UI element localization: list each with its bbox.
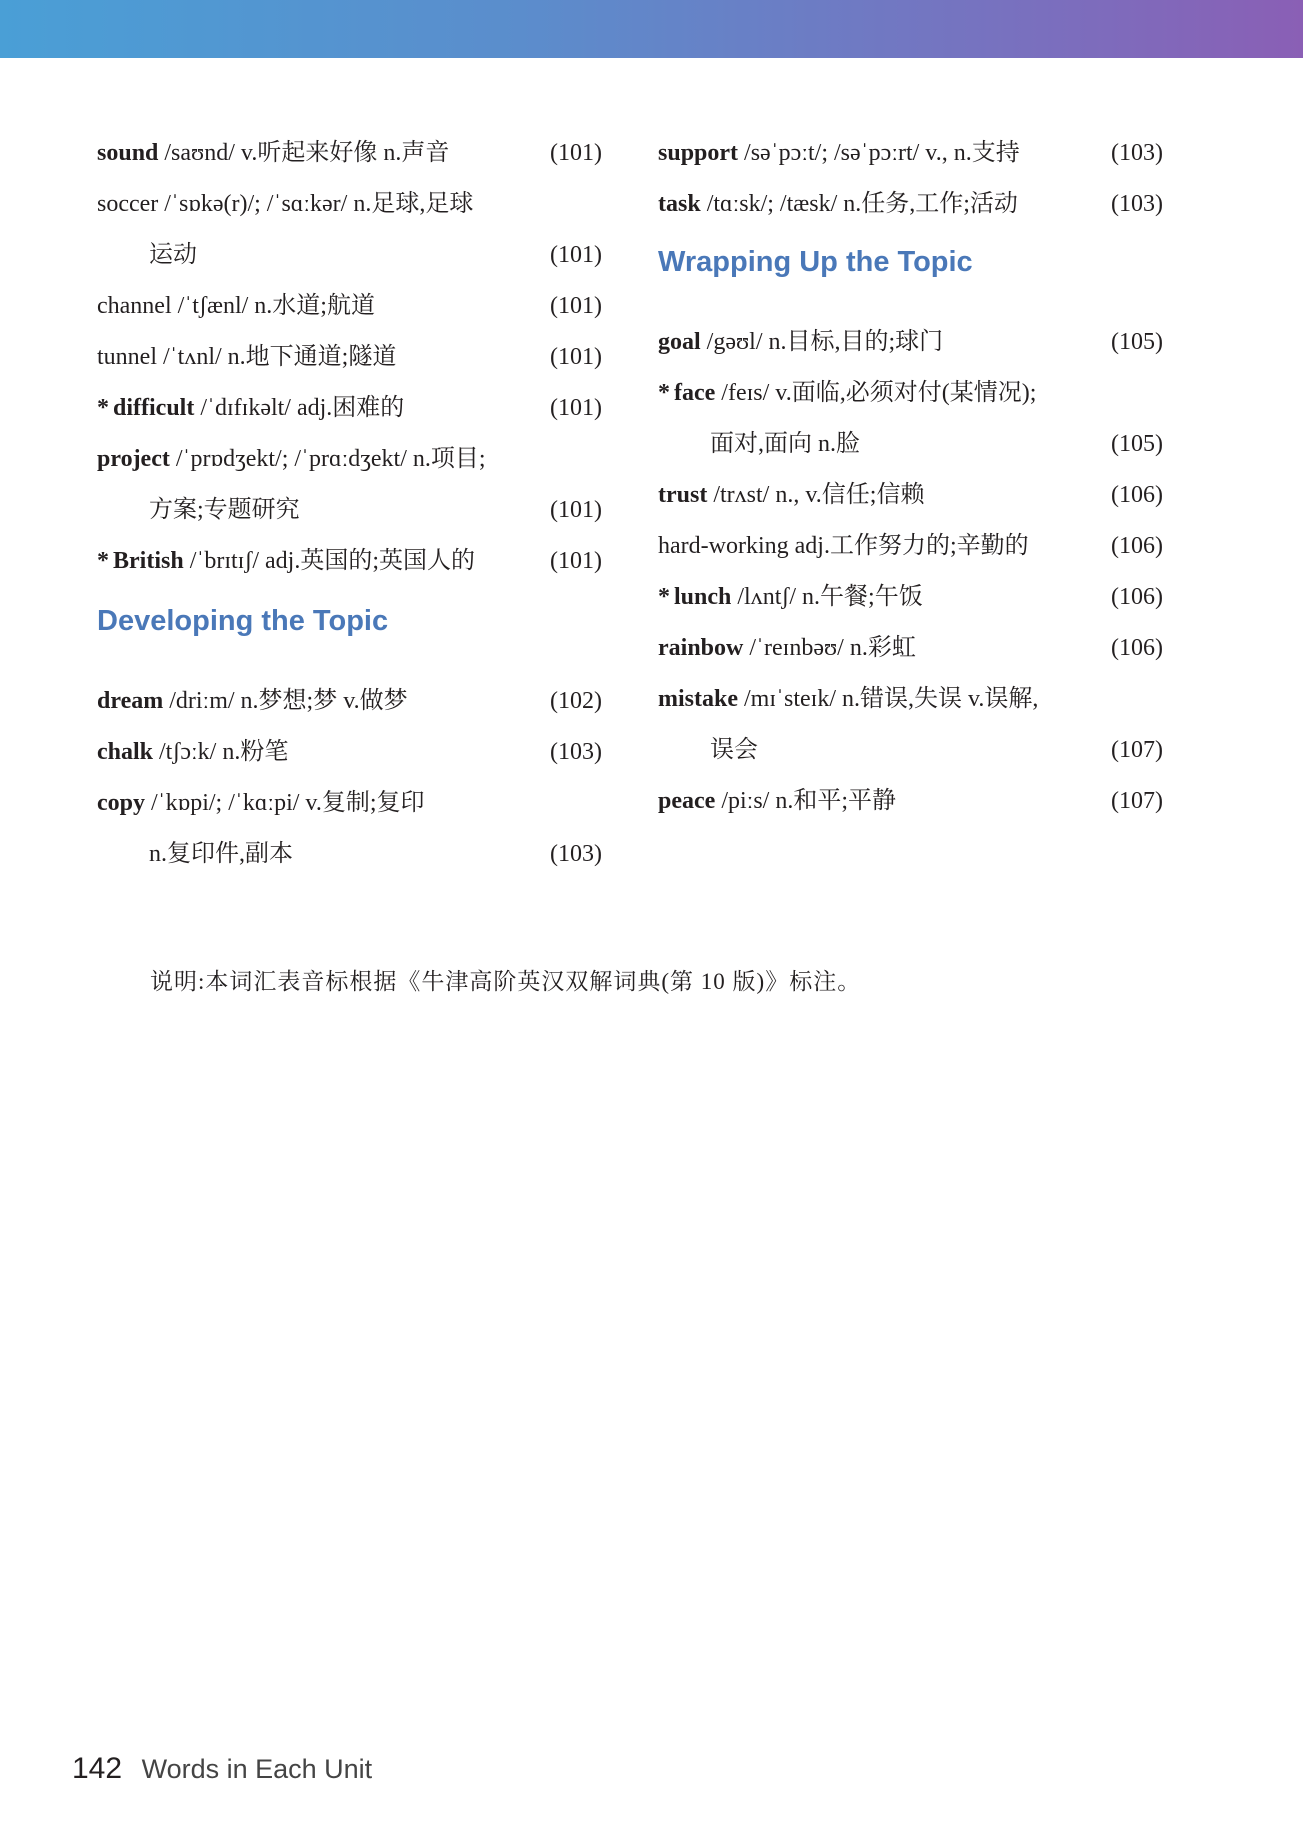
entry-text <box>97 281 375 332</box>
entry-definition: channel /ˈtʃænl/ n.水道;航道 <box>97 293 375 319</box>
entry-text <box>658 623 916 674</box>
headword: trust <box>658 482 708 508</box>
headword: support <box>658 140 739 166</box>
page-reference: (101) <box>550 140 602 166</box>
vocab-entry <box>97 281 602 332</box>
left-column <box>97 128 602 880</box>
page-reference: (105) <box>1111 431 1163 457</box>
entry-text <box>97 778 425 829</box>
page-reference: (103) <box>1111 140 1163 166</box>
vocab-entry <box>97 727 602 778</box>
vocab-entry <box>658 776 1163 827</box>
page-reference: (101) <box>550 395 602 421</box>
entry-definition: /tʃɔːk/ n.粉笔 <box>153 739 289 765</box>
entry-text <box>97 128 449 179</box>
entry-text <box>97 179 473 230</box>
vocab-entry <box>97 383 602 434</box>
page-reference: (102) <box>550 688 602 714</box>
vocab-entry <box>97 778 602 829</box>
headword: mistake <box>658 686 738 712</box>
entry-definition: /ˈkɒpi/; /ˈkɑːpi/ v.复制;复印 <box>145 790 425 816</box>
entry-definition: /ˈprɒdʒekt/; /ˈprɑːdʒekt/ n.项目; <box>169 446 486 472</box>
headword: lunch <box>674 584 732 610</box>
page-reference: (101) <box>550 242 602 268</box>
vocab-entry <box>658 572 1163 623</box>
entry-text <box>149 829 293 880</box>
entry-text <box>97 536 475 587</box>
vocab-entry <box>97 332 602 383</box>
entry-text <box>658 128 1020 179</box>
page-reference: (105) <box>1111 329 1163 355</box>
headword: dream <box>97 688 164 714</box>
page-reference: (101) <box>550 344 602 370</box>
page-number: 142 <box>72 1752 123 1785</box>
entry-definition: /saʊnd/ v.听起来好像 n.声音 <box>158 140 450 166</box>
headword: task <box>658 191 701 217</box>
headword: peace <box>658 788 716 814</box>
entry-definition: soccer /ˈsɒkə(r)/; /ˈsɑːkər/ n.足球,足球 <box>97 191 474 217</box>
entry-definition: /səˈpɔːt/; /səˈpɔːrt/ v., n.支持 <box>738 140 1020 166</box>
entry-definition: /mɪˈsteɪk/ n.错误,失误 v.误解, <box>738 686 1039 712</box>
page-reference: (107) <box>1111 737 1163 763</box>
entry-definition: /tɑːsk/; /tæsk/ n.任务,工作;活动 <box>700 191 1018 217</box>
entry-text <box>658 521 1029 572</box>
headword: rainbow <box>658 635 744 661</box>
right-entries-b <box>658 317 1163 827</box>
left-entries-a <box>97 128 602 587</box>
page-reference: (101) <box>550 497 602 523</box>
vocab-entry <box>97 536 602 587</box>
star-marker: * <box>97 548 109 574</box>
vocab-entry <box>658 179 1163 230</box>
right-column <box>658 128 1163 827</box>
entry-text <box>97 332 396 383</box>
entry-definition: tunnel /ˈtʌnl/ n.地下通道;隧道 <box>97 344 397 370</box>
vocab-entry <box>97 434 602 485</box>
entry-definition: /piːs/ n.和平;平静 <box>715 788 896 814</box>
headword: difficult <box>113 395 195 421</box>
headword: face <box>674 380 716 406</box>
headword: copy <box>97 790 145 816</box>
pronunciation-note: 说明:本词汇表音标根据《牛津高阶英汉双解词典(第 10 版)》标注。 <box>150 969 862 994</box>
entry-definition: 面对,面向 n.脸 <box>710 431 860 457</box>
right-entries-a <box>658 128 1163 230</box>
page-reference: (106) <box>1111 584 1163 610</box>
entry-text <box>97 434 486 485</box>
headword: project <box>97 446 170 472</box>
vocab-entry <box>658 317 1163 368</box>
star-marker: * <box>97 395 109 421</box>
entry-text <box>658 317 943 368</box>
entry-definition: hard-working adj.工作努力的;辛勤的 <box>658 533 1029 559</box>
vocab-entry <box>658 128 1163 179</box>
page-footer <box>72 1752 372 1786</box>
vocab-entry <box>658 674 1163 725</box>
entry-definition: /driːm/ n.梦想;梦 v.做梦 <box>163 688 408 714</box>
entry-text <box>97 383 404 434</box>
entry-text <box>658 572 923 623</box>
vocab-entry <box>97 179 602 230</box>
vocab-entry <box>658 419 1163 470</box>
entry-text <box>149 485 300 536</box>
entry-text <box>658 674 1038 725</box>
page-reference: (103) <box>550 841 602 867</box>
page-reference: (103) <box>1111 191 1163 217</box>
entry-definition: 方案;专题研究 <box>149 497 300 523</box>
entry-definition: /trʌst/ n., v.信任;信赖 <box>707 482 925 508</box>
headword: goal <box>658 329 701 355</box>
page-reference: (106) <box>1111 533 1163 559</box>
vocab-entry <box>97 829 602 880</box>
star-marker: * <box>658 584 670 610</box>
entry-definition: /gəʊl/ n.目标,目的;球门 <box>700 329 944 355</box>
entry-text <box>658 368 1036 419</box>
vocab-entry <box>658 623 1163 674</box>
page-reference: (101) <box>550 293 602 319</box>
headword: sound <box>97 140 159 166</box>
page-reference: (107) <box>1111 788 1163 814</box>
vocab-entry <box>658 725 1163 776</box>
entry-text <box>658 179 1018 230</box>
left-entries-b <box>97 676 602 880</box>
top-color-band <box>0 0 1303 58</box>
entry-definition: n.复印件,副本 <box>149 841 293 867</box>
vocab-entry <box>658 368 1163 419</box>
entry-text <box>97 727 288 778</box>
footer-title: Words in Each Unit <box>141 1754 373 1784</box>
vocab-entry <box>658 470 1163 521</box>
entry-text <box>658 470 924 521</box>
vocab-entry <box>658 521 1163 572</box>
page-reference: (106) <box>1111 482 1163 508</box>
entry-definition: 误会 <box>710 737 758 763</box>
page-reference: (103) <box>550 739 602 765</box>
entry-definition: /feɪs/ v.面临,必须对付(某情况); <box>715 380 1037 406</box>
entry-definition: /ˈdɪfɪkəlt/ adj.困难的 <box>194 395 405 421</box>
entry-definition: /lʌntʃ/ n.午餐;午饭 <box>731 584 923 610</box>
star-marker: * <box>658 380 670 406</box>
section-heading-wrapping-up: Wrapping Up the Topic <box>658 246 973 278</box>
entry-definition: /ˈreɪnbəʊ/ n.彩虹 <box>743 635 916 661</box>
entry-text <box>97 676 408 727</box>
vocab-entry <box>97 485 602 536</box>
headword: chalk <box>97 739 154 765</box>
vocab-entry <box>97 676 602 727</box>
entry-text <box>149 230 197 281</box>
entry-text <box>710 419 860 470</box>
page-reference: (106) <box>1111 635 1163 661</box>
vocab-entry <box>97 230 602 281</box>
entry-text <box>658 776 896 827</box>
page-reference: (101) <box>550 548 602 574</box>
entry-definition: 运动 <box>149 242 197 268</box>
entry-text <box>710 725 758 776</box>
vocab-entry <box>97 128 602 179</box>
section-heading-developing: Developing the Topic <box>97 605 389 637</box>
entry-definition: /ˈbrɪtɪʃ/ adj.英国的;英国人的 <box>183 548 475 574</box>
headword: British <box>113 548 184 574</box>
